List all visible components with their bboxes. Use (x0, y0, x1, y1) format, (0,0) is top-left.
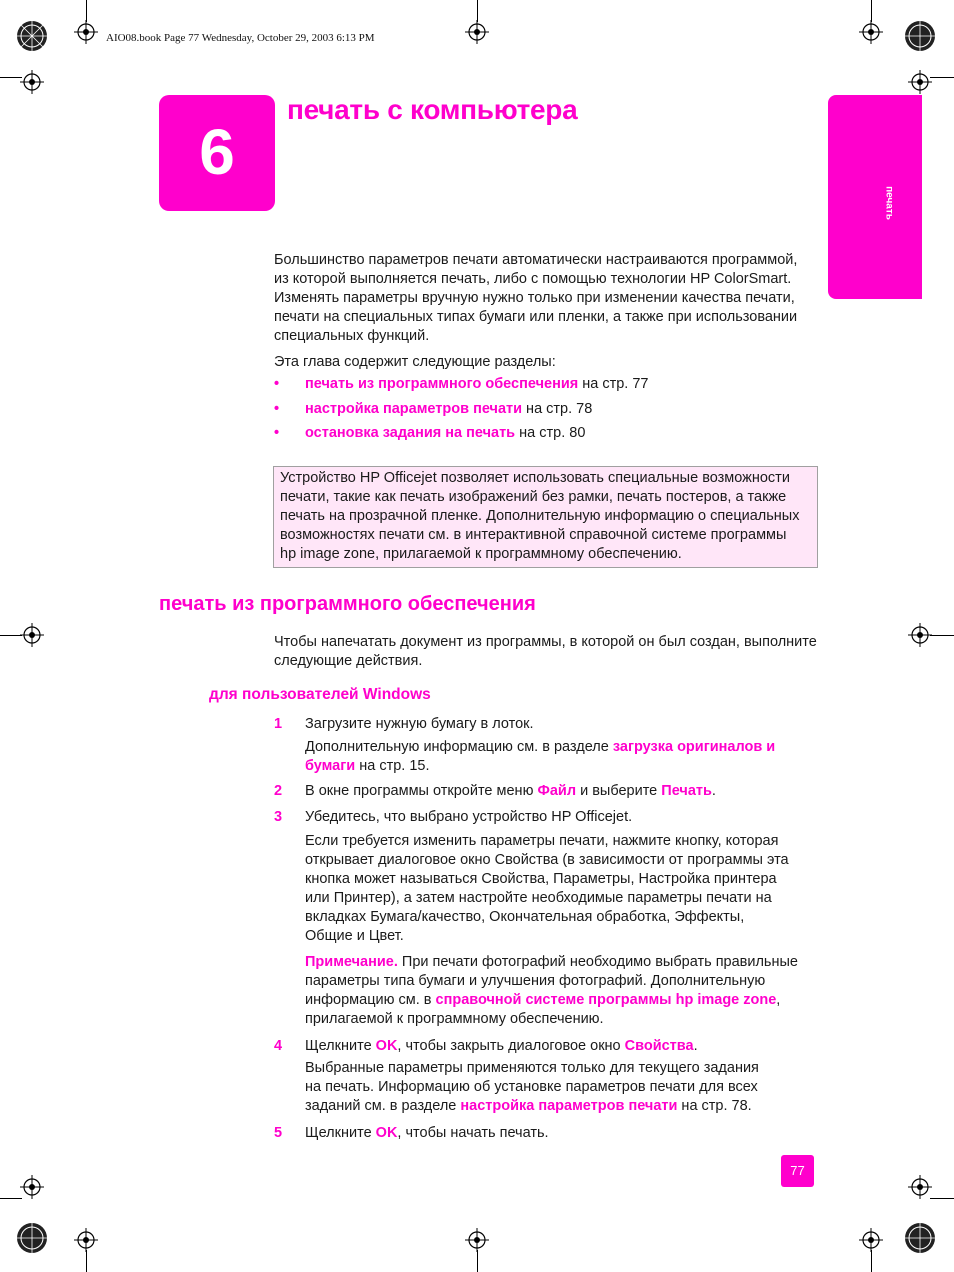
note-line: печати, такие как печать изображений без рамки, печать постеров, а также (280, 489, 787, 505)
step-detail-line: вкладках Бумага/качество, Окончательная обработка, Эффекты, (305, 909, 745, 925)
step-text-part: , чтобы начать печать. (397, 1125, 549, 1141)
chapter-title: печать с компьютера (287, 94, 578, 125)
step-number: 4 (274, 1038, 283, 1054)
step-text-part: В окне программы откройте меню (305, 783, 538, 799)
info-note-box (273, 466, 818, 568)
note-line: Устройство HP Officejet позволяет использовать специальные возможности (280, 470, 790, 486)
crosshair-mark-icon (74, 1228, 98, 1252)
help-link[interactable]: справочной системе программы hp image zone (435, 992, 777, 1008)
ok-button-ref: OK (375, 1125, 398, 1141)
toc-link[interactable]: настройка параметров печати (305, 400, 523, 417)
step-text (305, 1037, 820, 1056)
step-number: 3 (274, 809, 283, 825)
crosshair-mark-icon (74, 20, 98, 44)
step-detail-line: Если требуется изменить параметры печати, нажмите кнопку, которая (305, 833, 779, 849)
step-detail-line: на печать. Информацию об установке параметров печати для всех (305, 1079, 758, 1095)
step-text-part: . (711, 783, 716, 799)
side-tab (828, 95, 922, 299)
step-text-part: . (693, 1038, 698, 1054)
crosshair-mark-icon (908, 70, 932, 94)
bullet: • (274, 376, 280, 392)
ok-button-ref: OK (375, 1038, 398, 1054)
step-detail-text: заданий см. в разделе (305, 1098, 461, 1114)
intro-paragraph (274, 251, 819, 346)
step-text (305, 1124, 820, 1143)
crosshair-mark-icon (908, 623, 932, 647)
toc-item (274, 424, 819, 449)
intro-line: Большинство параметров печати автоматически настраиваются программой, (274, 252, 798, 268)
properties-ref: Свойства (624, 1038, 694, 1054)
crosshair-mark-icon (859, 20, 883, 44)
note-label: Примечание. (305, 954, 398, 970)
toc-item (274, 375, 819, 400)
toc-page-ref: на стр. 77 (578, 376, 649, 392)
crosshair-mark-icon (20, 1175, 44, 1199)
sections-lead: Эта глава содержит следующие разделы: (274, 354, 556, 370)
intro-line: из которой выполняется печать, либо с помощью технологии HP ColorSmart. (274, 271, 792, 287)
step-detail-text: Дополнительную информацию см. в разделе (305, 739, 613, 755)
toc-list (274, 375, 819, 449)
step-text: Убедитесь, что выбрано устройство HP Officejet. (305, 809, 633, 825)
step-detail (305, 832, 820, 946)
step-number: 5 (274, 1125, 283, 1141)
crosshair-mark-icon (20, 70, 44, 94)
note-text: параметры типа бумаги и улучшения фотографий. Дополнительную (305, 973, 766, 989)
crosshair-mark-icon (465, 1228, 489, 1252)
menu-print-ref: Печать (661, 783, 712, 799)
step-note (305, 953, 820, 1029)
registration-mark-icon (16, 20, 48, 52)
cross-ref-link[interactable]: настройка параметров печати (460, 1098, 678, 1114)
crosshair-mark-icon (20, 623, 44, 647)
chapter-number: 6 (199, 116, 235, 188)
bullet: • (274, 425, 280, 441)
toc-page-ref: на стр. 80 (515, 425, 586, 441)
print-header: AIO08.book Page 77 Wednesday, October 29, 2003 6:13 PM (106, 32, 375, 44)
note-text: При печати фотографий необходимо выбрать правильные (397, 954, 798, 970)
step-text-part: и выберите (576, 783, 662, 799)
toc-link[interactable]: остановка задания на печать (305, 425, 516, 441)
note-text: информацию см. в (305, 992, 436, 1008)
section-title: печать из программного обеспечения (159, 593, 536, 615)
cross-ref-link[interactable]: бумаги (305, 758, 356, 774)
section-intro (274, 633, 819, 671)
intro-line: Изменять параметры вручную нужно только при изменении качества печати, (274, 290, 795, 306)
page-number: 77 (781, 1155, 814, 1187)
note-line: hp image zone, прилагаемой к программному обеспечению. (280, 546, 682, 562)
step-detail-line: открывает диалоговое окно Свойства (в зависимости от программы эта (305, 852, 789, 868)
step-text-part: Щелкните (305, 1038, 376, 1054)
side-tab-label: печать (883, 186, 895, 220)
step-text: Загрузите нужную бумагу в лоток. (305, 716, 534, 732)
step-detail (305, 1059, 820, 1116)
toc-page-ref: на стр. 78 (522, 400, 593, 417)
step-detail-text: на стр. 78. (677, 1098, 752, 1114)
intro-line: специальных функций. (274, 328, 430, 344)
step-text (305, 782, 820, 801)
note-text: прилагаемой к программному обеспечению. (305, 1011, 604, 1027)
menu-file-ref: Файл (537, 783, 577, 799)
step-detail-line: Общие и Цвет. (305, 928, 404, 944)
registration-mark-icon (16, 1222, 48, 1254)
step-number: 2 (274, 783, 283, 799)
chapter-number-box (159, 95, 275, 211)
toc-link[interactable]: печать из программного обеспечения (305, 376, 579, 392)
registration-mark-icon (904, 20, 936, 52)
section-intro-line: следующие действия. (274, 653, 423, 669)
step-number: 1 (274, 716, 283, 732)
registration-mark-icon (904, 1222, 936, 1254)
step-text-part: Щелкните (305, 1125, 376, 1141)
toc-item (274, 400, 819, 425)
crosshair-mark-icon (465, 20, 489, 44)
subsection-title: для пользователей Windows (209, 686, 431, 703)
step-detail-line: Выбранные параметры применяются только для текущего задания (305, 1060, 759, 1076)
crosshair-mark-icon (908, 1175, 932, 1199)
section-intro-line: Чтобы напечатать документ из программы, в которой он был создан, выполните (274, 634, 817, 650)
note-line: печать на прозрачной пленке. Дополнительную информацию о специальных (280, 508, 800, 524)
note-line: возможностях печати см. в интерактивной справочной системе программы (280, 527, 787, 543)
crosshair-mark-icon (859, 1228, 883, 1252)
step-detail-text: на стр. 15. (355, 758, 430, 774)
intro-line: печати на специальных типах бумаги или пленки, а также при использовании (274, 309, 798, 325)
step-detail-line: кнопка может называться Свойства, Параметры, Настройка принтера (305, 871, 777, 887)
bullet: • (274, 400, 280, 417)
cross-ref-link[interactable]: загрузка оригиналов и (612, 739, 776, 755)
step-detail (305, 738, 820, 776)
step-text-part: , чтобы закрыть диалоговое окно (397, 1038, 625, 1054)
step-detail-line: или Принтер), а затем настройте необходимые параметры печати на (305, 890, 772, 906)
note-text: , (776, 992, 781, 1008)
